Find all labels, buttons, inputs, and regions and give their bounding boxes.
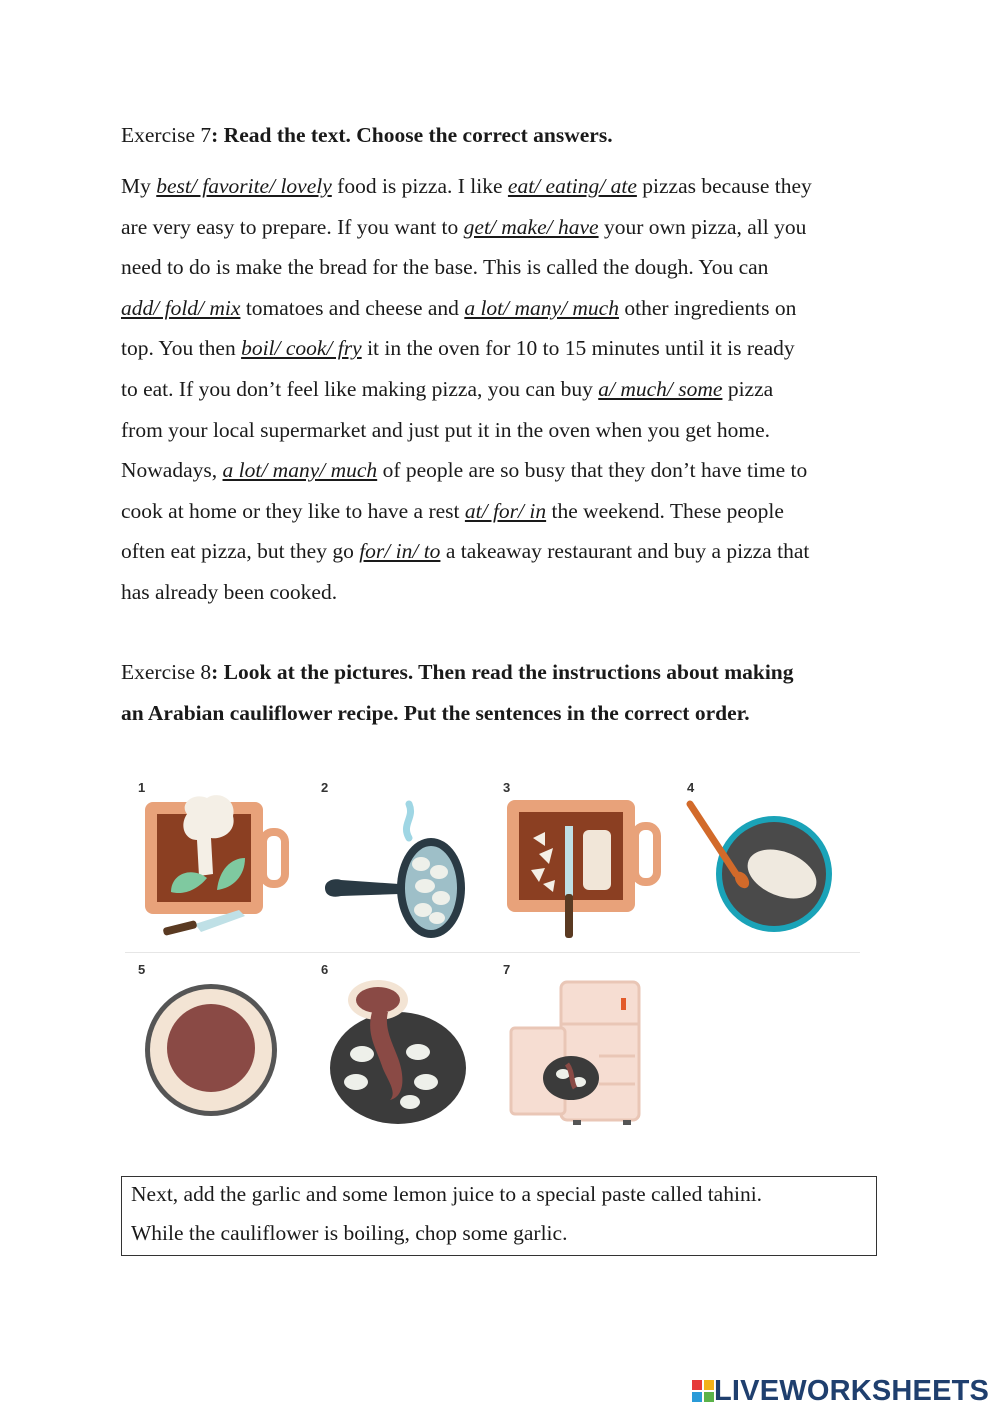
liveworksheets-logo — [692, 1374, 989, 1408]
exercise-8-heading — [121, 652, 901, 734]
passage-text: other ingredients on — [618, 295, 797, 320]
passage-text: of people are so busy that they don’t have time to — [377, 458, 808, 483]
passage-text: cook at home or they like to have a rest — [121, 498, 465, 523]
liveworksheets-logo-icon — [692, 1380, 714, 1402]
passage-text: pizzas because they — [636, 174, 812, 198]
answer-choice[interactable]: add/ fold/ mix — [121, 295, 241, 320]
answer-choice[interactable]: for/ in/ to — [359, 539, 441, 564]
picture-number: 1 — [138, 780, 146, 795]
passage-text: My — [121, 174, 157, 198]
answer-choice[interactable]: a/ much/ some — [598, 376, 723, 401]
picture-number: 2 — [321, 780, 329, 795]
exercise-7-heading — [121, 115, 613, 156]
answer-choice[interactable]: a lot/ many/ much — [222, 458, 378, 483]
passage-text: are very easy to prepare. If you want to — [121, 214, 464, 239]
exercise-7-label: Exercise 7 — [121, 123, 212, 147]
picture-number: 3 — [503, 780, 511, 795]
passage-text: tomatoes and cheese and — [240, 295, 465, 320]
sentence-item[interactable]: Next, add the garlic and some lemon juice to a special paste called tahini. — [131, 1182, 763, 1206]
passage-text: Nowadays, — [121, 458, 223, 483]
passage-line — [121, 491, 891, 532]
divider — [125, 952, 860, 953]
mixing-bowl-icon — [686, 798, 836, 938]
passage-line — [121, 450, 891, 491]
exercise-7-instruction: : Read the text. Choose the correct answers. — [211, 123, 613, 147]
passage-line — [121, 288, 891, 329]
passage-line — [121, 410, 891, 451]
passage-text: your own pizza, all you — [598, 214, 807, 239]
tahini-bowl-icon — [141, 980, 281, 1120]
answer-choice[interactable]: at/ for/ in — [464, 498, 547, 523]
passage-text: often eat pizza, but they go — [121, 539, 360, 564]
recipe-pictures — [121, 772, 861, 1142]
exercise-8-instruction: : Look at the pictures. Then read the instructions about making — [211, 660, 794, 684]
answer-choice[interactable]: eat/ eating/ ate — [507, 174, 637, 198]
passage-text: the weekend. These people — [546, 498, 784, 523]
passage-text: pizza — [722, 376, 774, 401]
passage-text: food is pizza. I like — [331, 174, 508, 198]
answer-choice[interactable]: a lot/ many/ much — [464, 295, 619, 320]
passage-text: it in the oven for 10 to 15 minutes until it is ready — [361, 336, 795, 361]
passage-text: has already been cooked. — [121, 579, 338, 604]
passage-line — [121, 328, 891, 369]
picture-number: 5 — [138, 962, 146, 977]
exercise-7-passage — [121, 166, 891, 613]
fridge-icon — [503, 978, 653, 1128]
answer-choice[interactable]: get/ make/ have — [463, 214, 599, 239]
answer-choice[interactable]: boil/ cook/ fry — [241, 336, 362, 361]
chopped-garlic-board-icon — [503, 794, 673, 944]
passage-text: from your local supermarket and just put it in the oven when you get home. — [121, 417, 771, 442]
brand-text: LIVEWORKSHEETS — [714, 1374, 990, 1407]
picture-number: 6 — [321, 962, 329, 977]
passage-line — [121, 369, 891, 410]
passage-line — [121, 207, 891, 248]
picture-number: 4 — [687, 780, 695, 795]
passage-text: to eat. If you don’t feel like making pizza, you can buy — [121, 376, 599, 401]
passage-text: a takeaway restaurant and buy a pizza that — [440, 539, 810, 564]
sentence-box — [121, 1176, 877, 1256]
exercise-8-label: Exercise 8 — [121, 660, 212, 684]
passage-line — [121, 166, 891, 207]
passage-line — [121, 572, 891, 613]
cauliflower-chopping-board-icon — [141, 792, 311, 942]
picture-number: 7 — [503, 962, 511, 977]
passage-text: need to do is make the bread for the base. This is called the dough. You can — [121, 255, 769, 280]
passage-text: top. You then — [121, 336, 242, 361]
passage-line — [121, 531, 891, 572]
sentence-item[interactable]: While the cauliflower is boiling, chop some garlic. — [131, 1221, 568, 1245]
frying-pan-icon — [321, 800, 481, 945]
answer-choice[interactable]: best/ favorite/ lovely — [156, 174, 332, 198]
passage-line — [121, 247, 891, 288]
exercise-8-instruction-line2: an Arabian cauliflower recipe. Put the sentences in the correct order. — [121, 701, 750, 725]
pouring-sauce-pan-icon — [326, 978, 471, 1128]
